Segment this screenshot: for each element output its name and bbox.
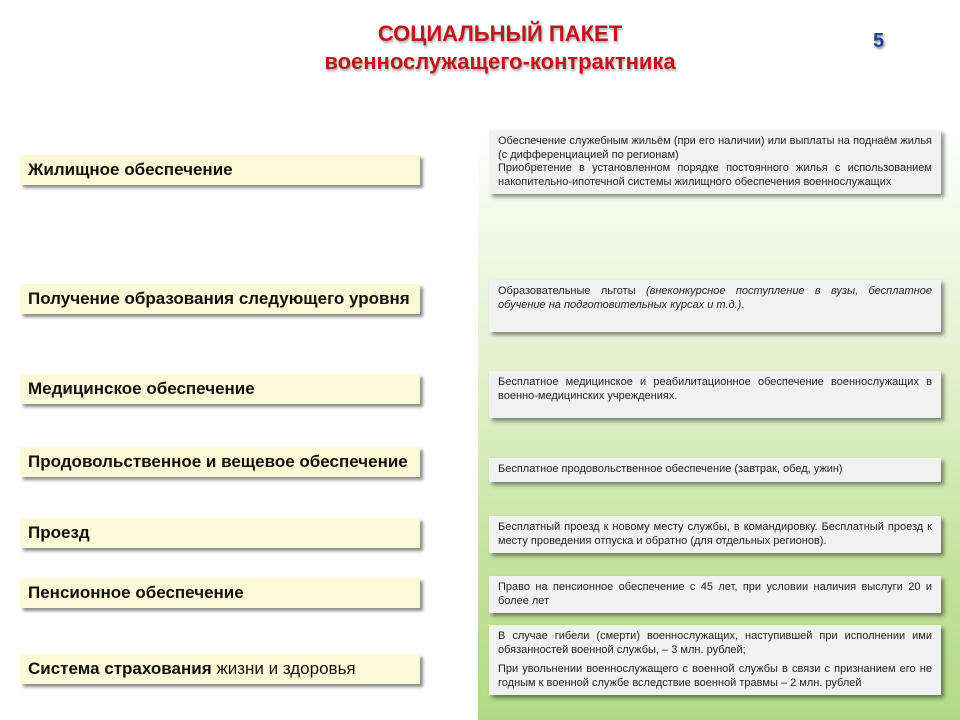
category-medical	[20, 374, 420, 404]
category-insurance-label-bold: Система страхования	[28, 659, 212, 678]
description-food-text: Бесплатное продовольственное обеспечение (завтрак, обед, ужин)	[498, 463, 843, 475]
category-food-clothing	[20, 447, 420, 477]
description-medical-text: Бесплатное медицинское и реабилитационное обеспечение военнослужащих в военно-медицинских учреждениях.	[498, 376, 932, 402]
category-housing-label: Жилищное обеспечение	[28, 160, 233, 179]
description-housing-line-2: Приобретение в установленном порядке постоянного жилья с использованием накопительно-ипотечной системы жилищного обеспечения военнослужащих	[498, 162, 932, 188]
description-food	[489, 458, 941, 482]
description-travel-text: Бесплатный проезд к новому месту службы, в командировку. Бесплатный проезд к месту проведения отпуска и обратно (для отдельных регионов).	[498, 521, 932, 547]
description-insurance-line-1: В случае гибели (смерти) военнослужащих, наступившей при исполнении ими обязанностей военной службы, – 3 млн. рублей;	[498, 630, 932, 656]
description-housing	[489, 130, 941, 194]
description-pension	[489, 576, 941, 613]
description-education	[489, 280, 941, 332]
title-line-2: военнослужащего-контрактника	[324, 49, 676, 74]
category-travel-label: Проезд	[28, 523, 90, 542]
page-title	[200, 20, 800, 76]
description-pension-text: Право на пенсионное обеспечение с 45 лет, при условии наличия выслуги 20 и более лет	[498, 581, 932, 607]
description-housing-line-1: Обеспечение служебным жильём (при его наличии) или выплаты на поднаём жилья (с дифференциацией по регионам)	[498, 135, 932, 161]
description-travel	[489, 516, 941, 553]
category-insurance-label-rest: жизни и здоровья	[211, 659, 356, 678]
category-education	[20, 284, 420, 314]
category-medical-label: Медицинское обеспечение	[28, 379, 255, 398]
description-education-lead: Образовательные льготы	[498, 285, 646, 297]
description-education-italic: (внеконкурсное поступление в вузы, бесплатное обучение на подготовительных курсах и т.д.)	[498, 285, 932, 311]
page-number: 5	[873, 30, 885, 52]
category-pension	[20, 578, 420, 608]
category-travel	[20, 518, 420, 548]
category-food-clothing-label: Продовольственное и вещевое обеспечение	[28, 452, 408, 471]
description-education-tail: .	[741, 298, 745, 311]
category-pension-label: Пенсионное обеспечение	[28, 583, 244, 602]
description-medical	[489, 371, 941, 418]
title-line-1: СОЦИАЛЬНЫЙ ПАКЕТ	[377, 21, 623, 46]
category-insurance	[20, 654, 420, 684]
description-insurance	[489, 625, 941, 695]
description-insurance-line-2: При увольнении военнослужащего с военной службы в связи с признанием его не годным к военной службе вследствие военной травмы – 2 млн. рублей	[498, 663, 932, 689]
category-education-label: Получение образования следующего уровня	[28, 289, 410, 308]
category-housing	[20, 155, 420, 185]
